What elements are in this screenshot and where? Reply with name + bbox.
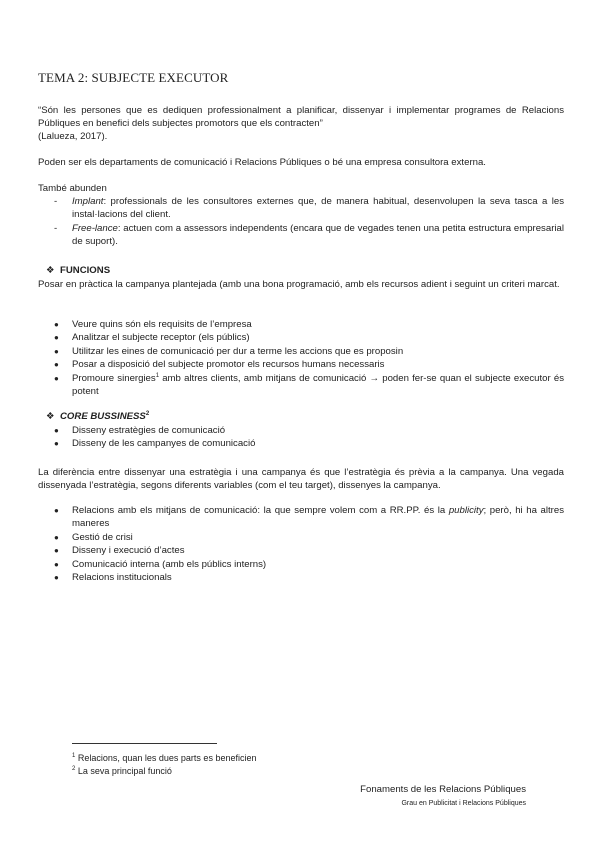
bullet-icon: ● bbox=[54, 426, 59, 435]
list-item: ● Analitzar el subjecte receptor (els públics) bbox=[54, 332, 250, 344]
dash-marker: - bbox=[54, 196, 58, 207]
intro-paragraph: Poden ser els departaments de comunicació i Relacions Públiques o bé una empresa consultora externa. bbox=[38, 157, 486, 168]
quote-citation: (Lalueza, 2017). bbox=[38, 131, 108, 142]
list-item: ● Disseny estratègies de comunicació bbox=[54, 425, 226, 436]
footer-course: Fonaments de les Relacions Públiques bbox=[360, 784, 526, 795]
list-item-sinergies: ● Promoure sinergies$^1$ amb altres clients, amb mitjans de comunicació → poden fer-se quan el subjecte executor és potent bbox=[54, 372, 564, 398]
footnote-ref-2: 2 bbox=[145, 410, 150, 417]
bullet-icon: ● bbox=[54, 573, 59, 583]
footer-degree: Grau en Publicitat i Relacions Públiques bbox=[401, 800, 526, 807]
footnote-ref-1: 1 bbox=[155, 372, 160, 379]
list-item: ● Posar a disposició del subjecte promotor els recursos humans necessaris bbox=[54, 359, 385, 371]
section-heading-funcions bbox=[46, 264, 110, 277]
core-heading-text: CORE BUSSINESS bbox=[60, 411, 146, 422]
footnote-1: $^1$ Relacions, quan les dues parts es beneficien bbox=[72, 753, 257, 763]
bullet-icon: ● bbox=[54, 360, 59, 370]
list-item: ● Disseny i execució d’actes bbox=[54, 545, 185, 557]
section-heading-core-bussiness bbox=[46, 410, 149, 423]
implant-description: : professionals de les consultores externes que, de manera habitual, desenvolupen la seva tasca a les instal·lacions del client. bbox=[72, 196, 564, 220]
bullet-icon: ● bbox=[54, 546, 59, 556]
bullet-icon: ● bbox=[54, 346, 59, 356]
term-freelance: Free-lance bbox=[72, 223, 118, 234]
term-publicity: publicity bbox=[448, 505, 484, 516]
core-list bbox=[38, 424, 564, 451]
funcions-list bbox=[38, 318, 564, 398]
bullet-icon: ● bbox=[54, 320, 59, 329]
diamond-bullet-icon: ❖ bbox=[46, 265, 55, 276]
bullet-icon: ● bbox=[54, 373, 59, 383]
bullet-icon: ● bbox=[54, 559, 59, 569]
bullet-icon: ● bbox=[54, 506, 59, 515]
quote-text: “Són les persones que es dediquen professionalment a planificar, dissenyar i implementar programes de Relacions Públiques en benefici dels subjectes promotors que els contracten” bbox=[38, 105, 564, 129]
list-item: ● Utilitzar les eines de comunicació per dur a terme les accions que es proposin bbox=[54, 345, 404, 357]
list-item: ● Relacions institucionals bbox=[54, 572, 172, 584]
list-item: ● Comunicació interna (amb els públics interns) bbox=[54, 558, 267, 570]
quote-block bbox=[38, 104, 564, 143]
list-item-media-relations: ● Relacions amb els mitjans de comunicació: la que sempre volem com a RR.PP. és la publicity; però, hi ha altres maneres bbox=[54, 505, 564, 530]
bullet-icon: ● bbox=[54, 439, 59, 449]
also-label: També abunden bbox=[38, 183, 107, 194]
bullet-icon: ● bbox=[54, 532, 59, 542]
funcions-intro: Posar en pràctica la campanya plantejada (amb una bona programació, amb els recursos adient i seguint un criteri marcat. bbox=[38, 279, 560, 290]
relations-list bbox=[38, 504, 564, 584]
list-item: ● Veure quins són els requisits de l’empresa bbox=[54, 319, 252, 330]
term-implant: Implant bbox=[72, 196, 104, 207]
list-item: ● Disseny de les campanyes de comunicació bbox=[54, 438, 256, 450]
bullet-icon: ● bbox=[54, 333, 59, 343]
funcions-heading-text: FUNCIONS bbox=[60, 265, 111, 276]
dash-marker: - bbox=[54, 223, 58, 234]
footnote-separator bbox=[72, 743, 217, 744]
difference-paragraph: La diferència entre dissenyar una estratègia i una campanya és que l’estratègia és prèvia a la campanya. Una vegada dissenyada l’estratègia, segons diferents variables (com el teu target), dissenyes la campanya. bbox=[38, 467, 564, 491]
freelance-description: : actuen com a assessors independents (encara que de vegades tenen una petita estructura empresarial de suport). bbox=[72, 223, 564, 247]
footnote-2: $^2$ La seva principal funció bbox=[72, 766, 172, 776]
page-title: TEMA 2: SUBJECTE EXECUTOR bbox=[38, 70, 229, 85]
diamond-bullet-icon: ❖ bbox=[46, 411, 55, 422]
list-item: ● Gestió de crisi bbox=[54, 531, 133, 543]
